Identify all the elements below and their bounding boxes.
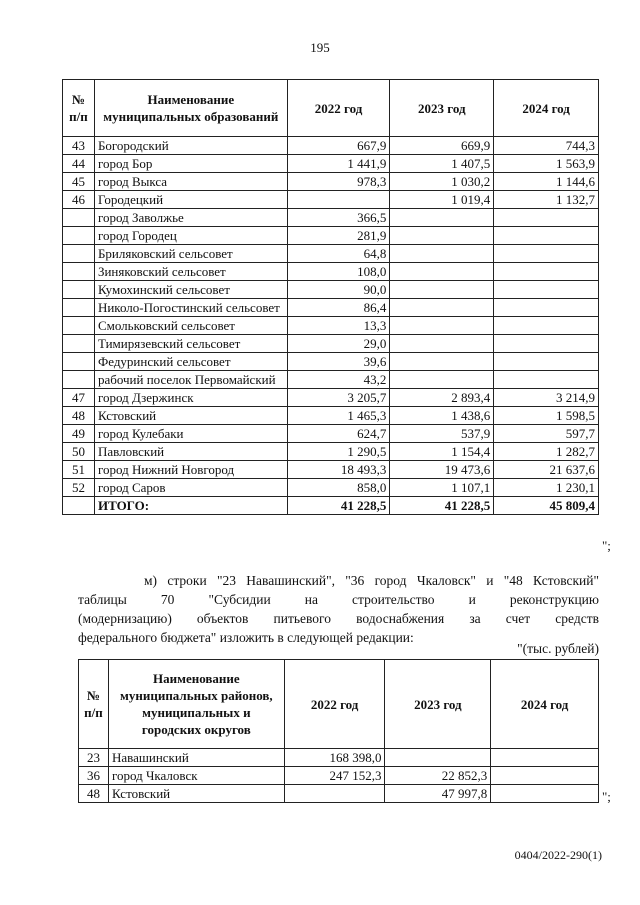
header-2024: 2024 год (491, 660, 599, 749)
cell-2024 (494, 227, 599, 245)
cell-name: Зиняковский сельсовет (94, 263, 287, 281)
cell-2024 (494, 317, 599, 335)
cell-name: рабочий поселок Первомайский (94, 371, 287, 389)
cell-2024 (491, 785, 599, 803)
cell-2022: 43,2 (287, 371, 390, 389)
cell-2022: 90,0 (287, 281, 390, 299)
cell-name: Кстовский (94, 407, 287, 425)
table-row (63, 389, 599, 407)
cell-2023: 47 997,8 (385, 785, 491, 803)
cell-num (63, 245, 95, 263)
cell-num: 43 (63, 137, 95, 155)
total-label: ИТОГО: (94, 497, 287, 515)
cell-name: Навашинский (108, 749, 284, 767)
cell-2022: 1 441,9 (287, 155, 390, 173)
cell-num (63, 281, 95, 299)
cell-name: город Нижний Новгород (94, 461, 287, 479)
cell-num (63, 263, 95, 281)
header-num: № п/п (63, 80, 95, 137)
table-row (63, 155, 599, 173)
cell-2024: 1 230,1 (494, 479, 599, 497)
cell-2023: 1 154,4 (390, 443, 494, 461)
table-row (63, 191, 599, 209)
cell-2024 (494, 353, 599, 371)
total-2022: 41 228,5 (287, 497, 390, 515)
cell-name: город Заволжье (94, 209, 287, 227)
total-num-cell (63, 497, 95, 515)
table-row (79, 767, 599, 785)
cell-name: Смольковский сельсовет (94, 317, 287, 335)
cell-num (63, 209, 95, 227)
cell-2022: 13,3 (287, 317, 390, 335)
cell-2024 (494, 245, 599, 263)
table2-closing-quote: "; (602, 789, 611, 804)
cell-2023 (390, 299, 494, 317)
cell-num: 36 (79, 767, 109, 785)
table-row (63, 371, 599, 389)
table-row (79, 749, 599, 767)
cell-2024: 744,3 (494, 137, 599, 155)
cell-name: Городецкий (94, 191, 287, 209)
table-row (63, 299, 599, 317)
cell-num (63, 317, 95, 335)
cell-2022: 86,4 (287, 299, 390, 317)
cell-name: Павловский (94, 443, 287, 461)
cell-num (63, 299, 95, 317)
cell-2022: 3 205,7 (287, 389, 390, 407)
cell-2023: 1 407,5 (390, 155, 494, 173)
cell-2024: 1 563,9 (494, 155, 599, 173)
cell-num (63, 335, 95, 353)
cell-name: город Выкса (94, 173, 287, 191)
cell-2023 (390, 263, 494, 281)
cell-2023 (390, 317, 494, 335)
cell-2022: 667,9 (287, 137, 390, 155)
cell-num: 44 (63, 155, 95, 173)
subsidy-table (78, 659, 599, 803)
cell-name: город Саров (94, 479, 287, 497)
cell-num: 51 (63, 461, 95, 479)
cell-2023 (390, 227, 494, 245)
cell-2024: 21 637,6 (494, 461, 599, 479)
cell-2024: 1 144,6 (494, 173, 599, 191)
table-row (63, 317, 599, 335)
table-row (63, 137, 599, 155)
cell-2022 (284, 785, 385, 803)
cell-num: 47 (63, 389, 95, 407)
table-header-row (63, 80, 599, 137)
cell-2022: 624,7 (287, 425, 390, 443)
cell-name: город Кулебаки (94, 425, 287, 443)
cell-name: город Чкаловск (108, 767, 284, 785)
header-2024: 2024 год (494, 80, 599, 137)
header-name: Наименование муниципальных районов, муниципальных и городских округов (108, 660, 284, 749)
table-row (63, 407, 599, 425)
table-row (63, 335, 599, 353)
cell-2023 (390, 371, 494, 389)
table1-closing-quote: "; (602, 538, 611, 553)
cell-name: Кстовский (108, 785, 284, 803)
cell-2022: 247 152,3 (284, 767, 385, 785)
cell-name: Богородский (94, 137, 287, 155)
cell-num: 23 (79, 749, 109, 767)
cell-2023 (390, 209, 494, 227)
allocation-table (62, 79, 599, 515)
table-row (63, 173, 599, 191)
cell-2022: 978,3 (287, 173, 390, 191)
total-2023: 41 228,5 (390, 497, 494, 515)
cell-name: город Городец (94, 227, 287, 245)
cell-2023 (390, 335, 494, 353)
cell-num: 48 (63, 407, 95, 425)
cell-num: 46 (63, 191, 95, 209)
table-row (63, 227, 599, 245)
cell-2024 (494, 209, 599, 227)
cell-name: город Дзержинск (94, 389, 287, 407)
cell-2024: 1 598,5 (494, 407, 599, 425)
total-row (63, 497, 599, 515)
cell-num: 52 (63, 479, 95, 497)
table-row (63, 281, 599, 299)
cell-2022: 39,6 (287, 353, 390, 371)
header-2023: 2023 год (385, 660, 491, 749)
cell-num: 50 (63, 443, 95, 461)
cell-2022: 1 290,5 (287, 443, 390, 461)
paragraph-line-4: федерального бюджета" изложить в следующей редакции: (78, 630, 414, 645)
cell-2023 (390, 245, 494, 263)
cell-name: Федуринский сельсовет (94, 353, 287, 371)
cell-2024 (491, 767, 599, 785)
units-label: "(тыс. рублей) (517, 641, 599, 656)
cell-num (63, 353, 95, 371)
cell-2023: 2 893,4 (390, 389, 494, 407)
cell-2024 (494, 281, 599, 299)
table-row (63, 425, 599, 443)
cell-2024: 597,7 (494, 425, 599, 443)
cell-2023 (390, 353, 494, 371)
cell-2023: 1 107,1 (390, 479, 494, 497)
cell-2022: 1 465,3 (287, 407, 390, 425)
header-2022: 2022 год (284, 660, 385, 749)
total-2024: 45 809,4 (494, 497, 599, 515)
cell-2023 (390, 281, 494, 299)
paragraph-line-2: таблицы 70 "Субсидии на строительство и реконструкцию (78, 592, 599, 607)
table-row (63, 461, 599, 479)
header-2022: 2022 год (287, 80, 390, 137)
paragraph-line-1: м) строки "23 Навашинский", "36 город Чкаловск" и "48 Кстовский" (144, 573, 599, 588)
cell-2022: 281,9 (287, 227, 390, 245)
table-row (63, 353, 599, 371)
cell-2024 (494, 335, 599, 353)
cell-num (63, 371, 95, 389)
cell-2024: 1 282,7 (494, 443, 599, 461)
cell-2022: 18 493,3 (287, 461, 390, 479)
cell-name: Николо-Погостинский сельсовет (94, 299, 287, 317)
amendment-paragraph (78, 571, 599, 647)
cell-2024: 3 214,9 (494, 389, 599, 407)
paragraph-line-3: (модернизацию) объектов питьевого водоснабжения за счет средств (78, 611, 599, 626)
cell-2023: 1 030,2 (390, 173, 494, 191)
cell-2022: 29,0 (287, 335, 390, 353)
cell-2023: 537,9 (390, 425, 494, 443)
table-row (63, 209, 599, 227)
header-num: № п/п (79, 660, 109, 749)
cell-2022: 858,0 (287, 479, 390, 497)
cell-2022: 168 398,0 (284, 749, 385, 767)
table-header-row (79, 660, 599, 749)
cell-2024 (491, 749, 599, 767)
cell-name: Тимирязевский сельсовет (94, 335, 287, 353)
table-row (63, 443, 599, 461)
cell-2023: 1 438,6 (390, 407, 494, 425)
cell-2023: 22 852,3 (385, 767, 491, 785)
cell-2022: 366,5 (287, 209, 390, 227)
cell-num: 49 (63, 425, 95, 443)
cell-2022: 64,8 (287, 245, 390, 263)
cell-name: Бриляковский сельсовет (94, 245, 287, 263)
cell-2023: 1 019,4 (390, 191, 494, 209)
cell-2023 (385, 749, 491, 767)
cell-name: Кумохинский сельсовет (94, 281, 287, 299)
cell-num: 48 (79, 785, 109, 803)
table-row (63, 245, 599, 263)
cell-2024 (494, 371, 599, 389)
table-row (63, 479, 599, 497)
table-row (79, 785, 599, 803)
document-id: 0404/2022-290(1) (514, 848, 602, 862)
table-row (63, 263, 599, 281)
cell-2024: 1 132,7 (494, 191, 599, 209)
cell-2022 (287, 191, 390, 209)
cell-num: 45 (63, 173, 95, 191)
page-number: 195 (310, 40, 330, 55)
header-2023: 2023 год (390, 80, 494, 137)
cell-2024 (494, 299, 599, 317)
cell-2024 (494, 263, 599, 281)
cell-2023: 19 473,6 (390, 461, 494, 479)
header-name: Наименование муниципальных образований (94, 80, 287, 137)
cell-2023: 669,9 (390, 137, 494, 155)
cell-num (63, 227, 95, 245)
cell-2022: 108,0 (287, 263, 390, 281)
cell-name: город Бор (94, 155, 287, 173)
